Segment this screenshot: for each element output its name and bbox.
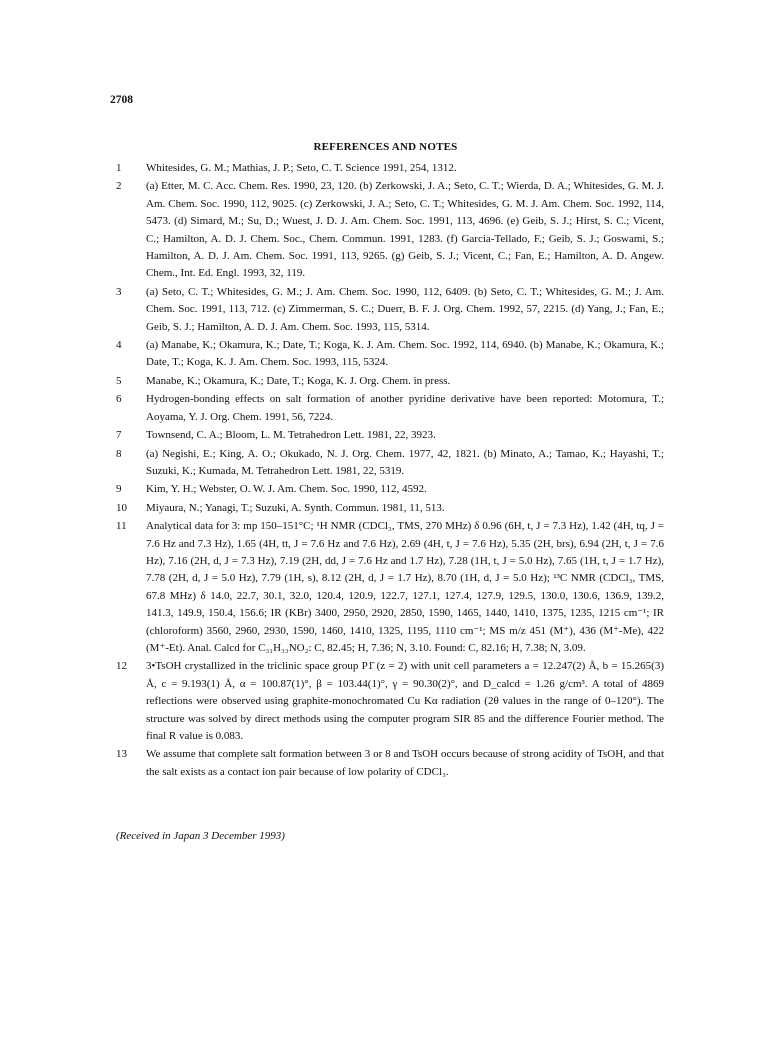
reference-text: (a) Seto, C. T.; Whitesides, G. M.; J. Am. Chem. Soc. 1990, 112, 6409. (b) Seto, C. T.; Whitesides, G. M.; J. Am. Chem. Soc. 1991, 113, 712. (c) Zimmerman, S. C.; Duerr, B. F. J. Org. Chem. 1992, 57, 2215. (d) Yang, J.; Fan, E.; Geib, S. J.; Hamilton, A. D. J. Am. Chem. Soc. 1993, 115, 5314. [146, 285, 664, 333]
reference-list [116, 160, 664, 782]
reference-item [116, 446, 664, 481]
received-note: (Received in Japan 3 December 1993) [116, 830, 285, 842]
reference-number: 3 [116, 285, 122, 298]
reference-number: 11 [116, 520, 127, 533]
page-number: 2708 [110, 94, 133, 106]
reference-number: 7 [116, 429, 122, 442]
reference-item [116, 391, 664, 426]
reference-text: Hydrogen-bonding effects on salt formation of another pyridine derivative have been reported: Motomura, T.; Aoyama, Y. J. Org. Chem. 1991, 56, 7224. [146, 393, 664, 423]
reference-number: 6 [116, 393, 122, 406]
reference-item [116, 160, 664, 177]
reference-text: Whitesides, G. M.; Mathias, J. P.; Seto, C. T. Science 1991, 254, 1312. [146, 162, 457, 174]
reference-text: Townsend, C. A.; Bloom, L. M. Tetrahedron Lett. 1981, 22, 3923. [146, 429, 436, 442]
reference-text: Kim, Y. H.; Webster, O. W. J. Am. Chem. Soc. 1990, 112, 4592. [146, 483, 427, 496]
reference-item [116, 518, 664, 657]
reference-text: (a) Negishi, E.; King, A. O.; Okukado, N. J. Org. Chem. 1977, 42, 1821. (b) Minato, A.; Tamao, K.; Hayashi, T.; Suzuki, K.; Kumada, M. Tetrahedron Lett. 1981, 22, 5319. [146, 447, 664, 477]
reference-number: 1 [116, 162, 122, 174]
reference-text: We assume that complete salt formation between 3 or 8 and TsOH occurs because of strong acidity of TsOH, and that the salt exists as a contact ion pair because of low polarity of CDCl₃. [146, 748, 664, 778]
reference-item [116, 500, 664, 517]
reference-number: 12 [116, 660, 127, 673]
reference-item [116, 337, 664, 372]
reference-item [116, 178, 664, 282]
reference-number: 4 [116, 339, 122, 352]
reference-item [116, 658, 664, 745]
reference-number: 5 [116, 374, 122, 387]
reference-item [116, 427, 664, 444]
reference-number: 13 [116, 748, 127, 761]
reference-text: Miyaura, N.; Yanagi, T.; Suzuki, A. Synth. Commun. 1981, 11, 513. [146, 501, 445, 514]
section-heading: REFERENCES AND NOTES [313, 141, 458, 153]
reference-item [116, 746, 664, 781]
reference-number: 8 [116, 447, 122, 460]
reference-number: 10 [116, 501, 127, 514]
reference-text: (a) Etter, M. C. Acc. Chem. Res. 1990, 23, 120. (b) Zerkowski, J. A.; Seto, C. T.; Wierda, D. A.; Whitesides, G. M. J. Am. Chem. Soc. 1990, 112, 9025. (c) Zerkowski, J. A.; Seto, C. T.; Whitesides, G. M. J. Am. Chem. Soc. 1992, 114, 5473. (d) Simard, M.; Su, D.; Wuest, J. D. J. Am. Chem. Soc. 1991, 113, 4696. (e) Geib, S. J.; Hirst, S. C.; Vicent, C.; Hamilton, A. D. J. Chem. Soc., Chem. Commun. 1991, 1283. (f) Garcia-Tellado, F.; Geib, S. J.; Goswami, S.; Hamilton, A. D. J. Am. Chem. Soc. 1991, 113, 9265. (g) Geib, S. J.; Vicent, C.; Fan, E.; Hamilton, A. D. Angew. Chem., Int. Ed. Engl. 1993, 32, 119. [146, 180, 664, 280]
reference-text: 3•TsOH crystallized in the triclinic space group P1̄ (z = 2) with unit cell parameters a = 12.247(2) Å, b = 15.265(3) Å, c = 9.193(1) Å, α = 100.87(1)°, β = 103.44(1)°, γ = 90.30(2)°, and D_calcd = 1.26 g/cm³. A total of 4869 reflections were observed using graphite-monochromated Cu Kα radiation (2θ values in the range of 0–120°). The structure was solved by direct methods using the computer program SIR 85 and the difference Fourier method. The final R value is 0.083. [146, 660, 664, 742]
reference-text: (a) Manabe, K.; Okamura, K.; Date, T.; Koga, K. J. Am. Chem. Soc. 1992, 114, 6940. (b) Manabe, K.; Okamura, K.; Date, T.; Koga, K. J. Am. Chem. Soc. 1993, 115, 5324. [146, 339, 664, 369]
reference-item [116, 284, 664, 336]
reference-item [116, 481, 664, 498]
reference-text: Manabe, K.; Okamura, K.; Date, T.; Koga, K. J. Org. Chem. in press. [146, 374, 451, 387]
reference-number: 9 [116, 483, 122, 496]
reference-item [116, 373, 664, 390]
reference-number: 2 [116, 180, 122, 193]
reference-text: Analytical data for 3: mp 150–151°C; ¹H NMR (CDCl₃, TMS, 270 MHz) δ 0.96 (6H, t, J = 7.3 Hz), 1.42 (4H, tq, J = 7.6 Hz and 7.3 Hz), 1.65 (4H, tt, J = 7.6 Hz and 7.6 Hz), 2.69 (4H, t, J = 7.6 Hz), 5.35 (2H, brs), 6.94 (2H, t, J = 7.6 Hz), 7.16 (2H, d, J = 7.3 Hz), 7.19 (2H, dd, J = 7.6 Hz and 1.7 Hz), 7.28 (1H, t, J = 5.0 Hz), 7.65 (1H, t, J = 1.7 Hz), 7.78 (2H, d, J = 5.0 Hz), 7.79 (1H, s), 8.12 (2H, d, J = 1.7 Hz), 8.70 (1H, d, J = 5.0 Hz); ¹³C NMR (CDCl₃, TMS, 67.8 MHz) δ 14.0, 22.7, 30.1, 32.0, 120.4, 120.9, 122.7, 127.1, 127.4, 127.9, 129.5, 130.0, 130.6, 136.9, 139.2, 141.3, 149.9, 150.4, 156.6; IR (KBr) 3400, 2950, 2920, 2850, 1590, 1465, 1440, 1410, 1375, 1235, 1215 cm⁻¹; IR (chloroform) 3560, 2960, 2930, 1590, 1460, 1410, 1325, 1195, 1110 cm⁻¹; MS m/z 451 (M⁺), 436 (M⁺-Me), 422 (M⁺-Et). Anal. Calcd for C₃₁H₃₃NO₂: C, 82.45; H, 7.36; N, 3.10. Found: C, 82.16; H, 7.38; N, 3.09. [146, 520, 664, 654]
